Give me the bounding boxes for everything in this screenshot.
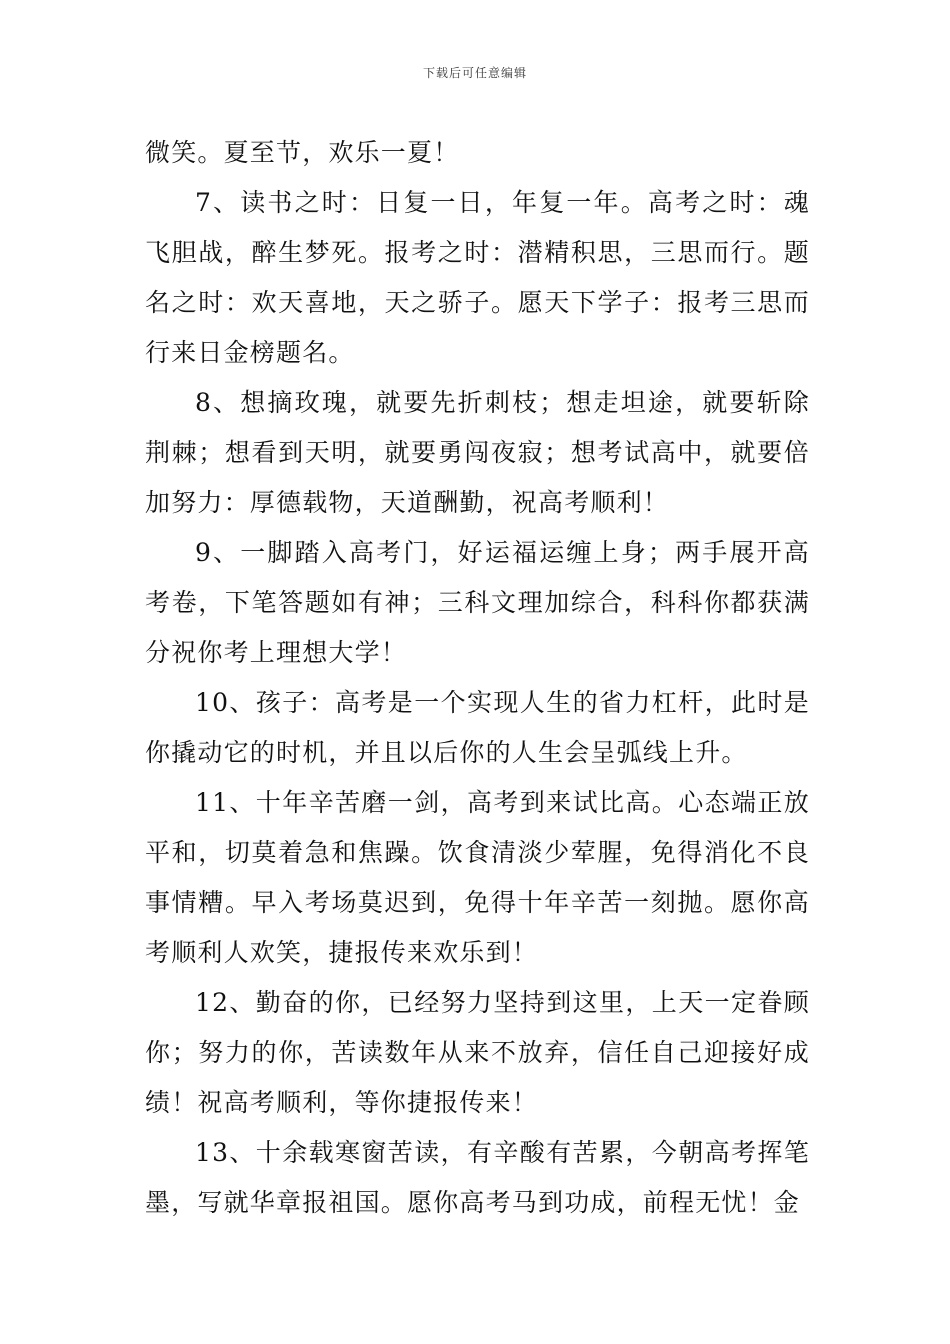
page-header: 下载后可任意编辑 bbox=[422, 66, 527, 80]
paragraph-item-9: 9、一脚踏入高考门，好运福运缠上身；两手展开高考卷，下笔答题如有神；三科文理加综合，科科你都获满分祝你考上理想大学！ bbox=[145, 538, 810, 667]
paragraph-item-12: 12、勤奋的你，已经努力坚持到这里，上天一定眷顾你；努力的你，苦读数年从来不放弃，信任自己迎接好成绩！祝高考顺利，等你捷报传来！ bbox=[145, 988, 810, 1117]
paragraph-item-13: 13、十余载寒窗苦读，有辛酸有苦累，今朝高考挥笔墨，写就华章报祖国。愿你高考马到功成，前程无忧！金 bbox=[145, 1138, 810, 1217]
paragraph-item-10: 10、孩子：高考是一个实现人生的省力杠杆，此时是你撬动它的时机，并且以后你的人生会呈弧线上升。 bbox=[145, 688, 810, 767]
paragraph-item-7: 7、读书之时：日复一日，年复一年。高考之时：魂飞胆战，醉生梦死。报考之时：潜精积思，三思而行。题名之时：欢天喜地，天之骄子。愿天下学子：报考三思而行来日金榜题名。 bbox=[145, 188, 810, 367]
paragraph-continuation: 微笑。夏至节，欢乐一夏！ bbox=[145, 138, 460, 167]
paragraph-item-8: 8、想摘玫瑰，就要先折刺枝；想走坦途，就要斩除荆棘；想看到天明，就要勇闯夜寂；想考试高中，就要倍加努力：厚德载物，天道酬勤，祝高考顺利！ bbox=[145, 388, 810, 517]
paragraph-item-11: 11、十年辛苦磨一剑，高考到来试比高。心态端正放平和，切莫着急和焦躁。饮食清淡少荤腥，免得消化不良事情糟。早入考场莫迟到，免得十年辛苦一刻抛。愿你高考顺利人欢笑，捷报传来欢乐到！ bbox=[145, 788, 810, 967]
document-body bbox=[145, 128, 810, 1228]
